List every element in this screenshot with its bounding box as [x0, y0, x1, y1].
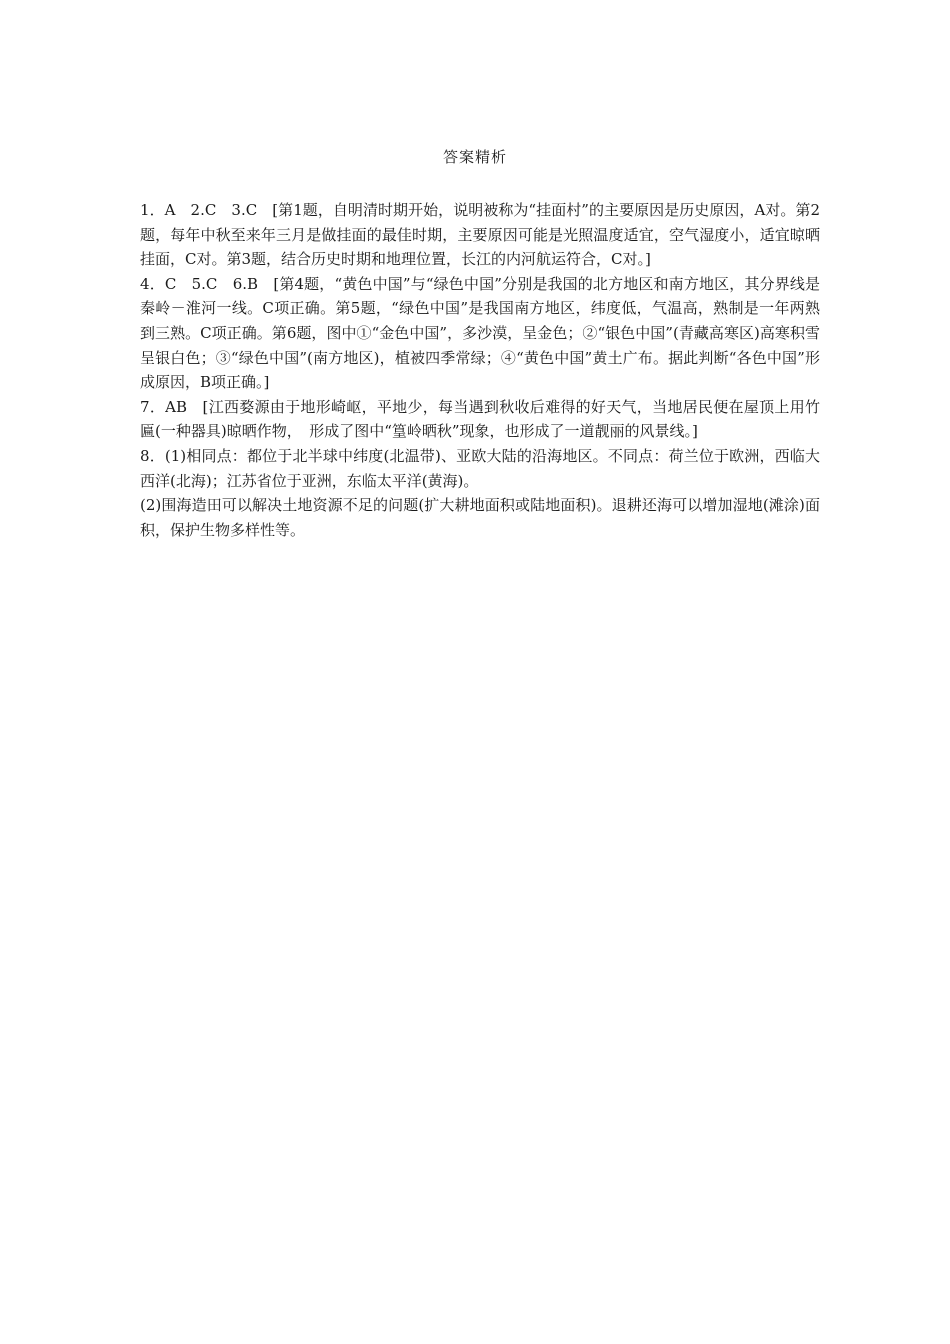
answer-paragraph-8-1: 8．(1)相同点：都位于北半球中纬度(北温带)、亚欧大陆的沿海地区。不同点：荷兰位于欧洲，西临大西洋(北海)；江苏省位于亚洲，东临太平洋(黄海)。 — [140, 446, 820, 490]
answer-content — [140, 198, 820, 542]
answer-paragraph-4-6: 4．C 5.C 6.B [第4题，“黄色中国”与“绿色中国”分别是我国的北方地区和南方地区，其分界线是秦岭－淮河一线。C项正确。第5题，“绿色中国”是我国南方地区，纬度低，气温高，熟制是一年两熟到三熟。C项正确。第6题，图中①“金色中国”，多沙漠，呈金色；②“银色中国”(青藏高寒区)高寒积雪呈银白色；③“绿色中国”(南方地区)，植被四季常绿；④“黄色中国”黄土广布。据此判断“各色中国”形成原因，B项正确。] — [140, 274, 820, 392]
page-title: 答案精析 — [442, 148, 507, 166]
answer-paragraph-7: 7．AB [江西婺源由于地形崎岖，平地少，每当遇到秋收后难得的好天气，当地居民便在屋顶上用竹匾(一种器具)晾晒作物， 形成了图中“篁岭晒秋”现象，也形成了一道靓丽的风景线。] — [140, 397, 820, 441]
answer-paragraph-8-2: (2)围海造田可以解决土地资源不足的问题(扩大耕地面积或陆地面积)。退耕还海可以增加湿地(滩涂)面积，保护生物多样性等。 — [140, 496, 820, 539]
answer-paragraph-1-3: 1．A 2.C 3.C [第1题，自明清时期开始，说明被称为“挂面村”的主要原因是历史原因，A对。第2题，每年中秋至来年三月是做挂面的最佳时期，主要原因可能是光照温度适宜，空气湿度小，适宜晾晒挂面，C对。第3题，结合历史时期和地理位置，长江的内河航运符合，C对。] — [140, 201, 820, 269]
